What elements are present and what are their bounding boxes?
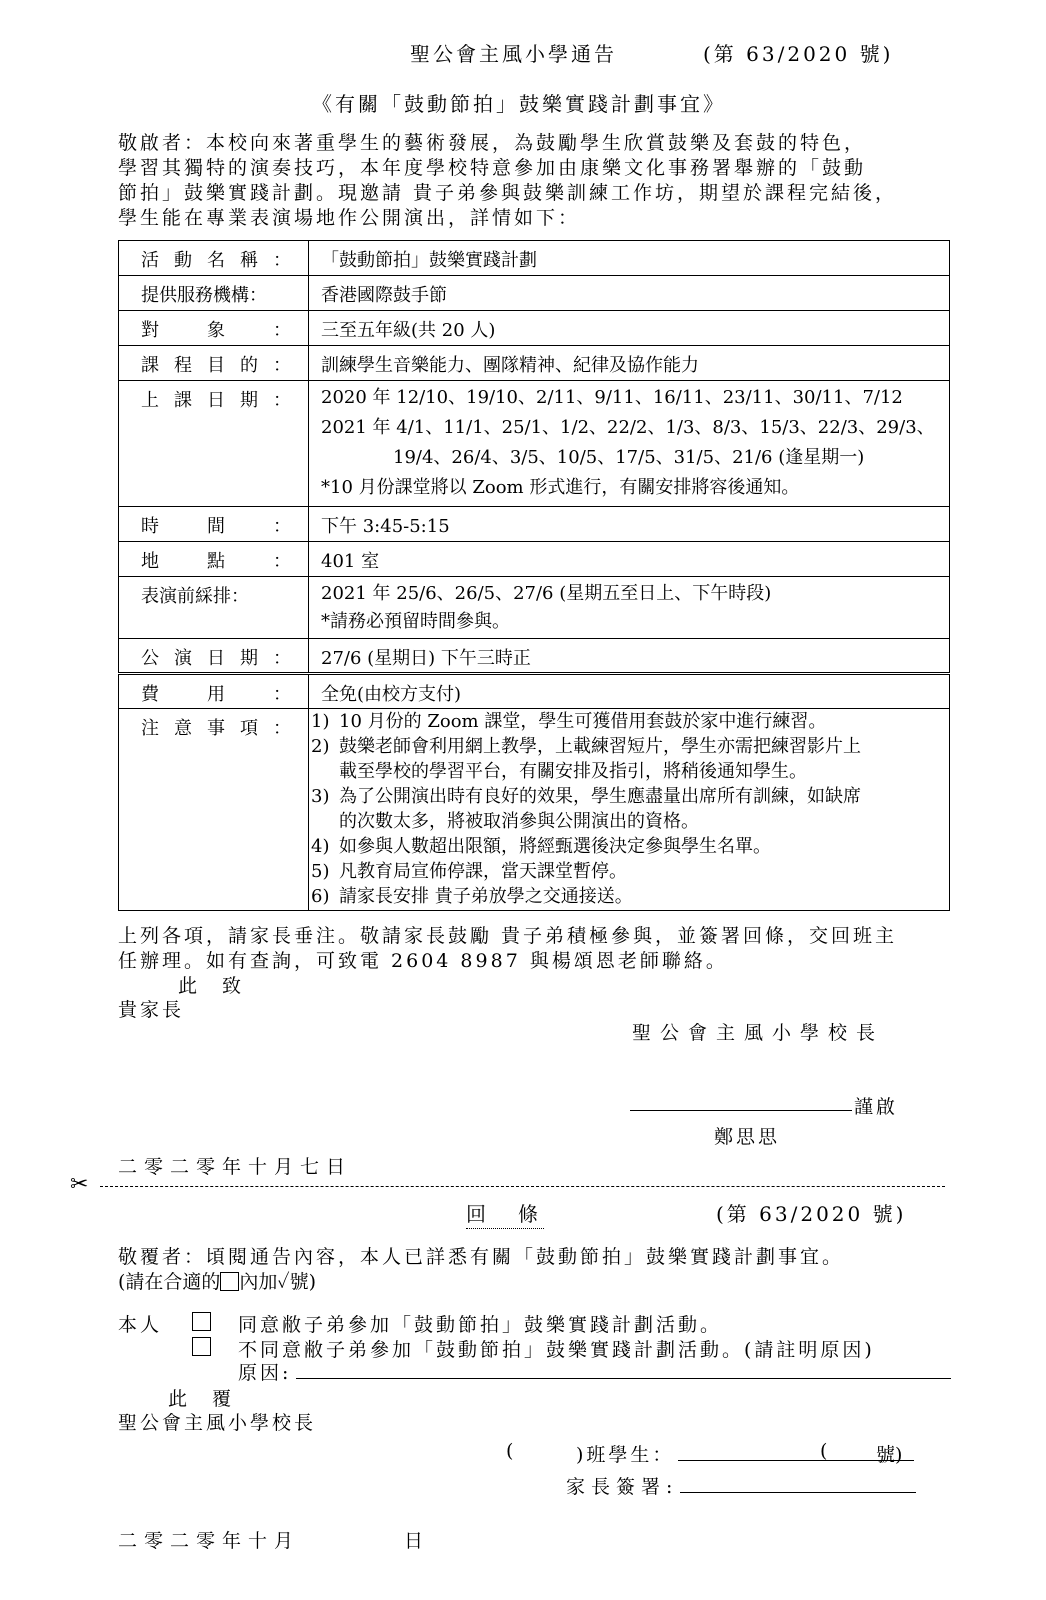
value-activity: 「鼓動節拍」鼓樂實踐計劃: [309, 241, 950, 276]
note-item: 5) 凡教育局宣佈停課，當天課堂暫停。: [311, 861, 627, 882]
closing-line-2: 任辦理。如有查詢，可致電 2604 8987 與楊頌恩老師聯絡。: [118, 950, 728, 972]
scissors-icon: ✂: [70, 1172, 89, 1197]
cut-line: [100, 1186, 945, 1187]
label-place: 地 點 ：: [119, 542, 309, 577]
parent-sign-label: 家長簽署:: [566, 1476, 679, 1498]
label-notes: 注 意 事 項 ：: [119, 709, 309, 911]
closing-line-1: 上列各項，請家長垂注。敬請家長鼓勵 貴子弟積極參與，並簽署回條，交回班主: [118, 925, 898, 947]
respect-text: 謹啟: [854, 1096, 899, 1118]
value-dates: [309, 381, 950, 507]
value-time: 下午 3:45-5:15: [309, 507, 950, 542]
label-objective: 課 程 目 的 ：: [119, 346, 309, 381]
reply-self: 本人: [118, 1314, 163, 1336]
row-fee: [119, 674, 950, 709]
to-parents: 貴家長: [118, 999, 185, 1021]
principal-name: 鄭思思: [714, 1126, 781, 1148]
row-objective: [119, 346, 950, 381]
class-student-label: )班學生：: [576, 1444, 675, 1466]
reply-title: 回 條: [466, 1198, 544, 1229]
label-activity: 活 動 名 稱 ：: [119, 241, 309, 276]
to-principal: 聖公會主風小學校長: [118, 1412, 317, 1434]
label-target: 對 象 ：: [119, 311, 309, 346]
number-open-paren: (: [820, 1440, 828, 1462]
rehearsal-dates: 2021 年 25/6、26/5、27/6 (星期五至日上、下午時段): [321, 583, 772, 604]
row-provider: [119, 276, 950, 311]
label-time: 時 間 ：: [119, 507, 309, 542]
disagree-text: 不同意敝子弟參加「鼓動節拍」鼓樂實踐計劃活動。(請註明原因): [238, 1339, 875, 1361]
intro-line-1: 敬啟者：本校向來著重學生的藝術發展，為鼓勵學生欣賞鼓樂及套鼓的特色，: [118, 132, 867, 154]
notice-date: 二零二零年十月七日: [118, 1156, 353, 1178]
note-item: 4) 如參與人數超出限額，將經甄選後決定參與學生名單。: [311, 836, 771, 857]
note-item: 6) 請家長安排 貴子弟放學之交通接送。: [311, 886, 633, 907]
disagree-checkbox[interactable]: [192, 1337, 211, 1356]
notice-subject: 《有關「鼓動節拍」鼓樂實踐計劃事宜》: [312, 92, 726, 116]
value-target: 三至五年級(共 20 人): [309, 311, 950, 346]
details-table: [118, 240, 950, 911]
value-place: 401 室: [309, 542, 950, 577]
note-item: 3) 為了公開演出時有良好的效果，學生應盡量出席所有訓練，如缺席 的次數太多，將被取消參與公開演出的資格。: [311, 786, 861, 832]
row-dates: [119, 381, 950, 507]
reply-date: 二零二零年十月 日: [118, 1530, 431, 1552]
sample-checkbox-icon: [220, 1272, 239, 1291]
rehearsal-note: *請務必預留時間參與。: [321, 611, 510, 632]
reason-label: 原因:: [238, 1362, 292, 1384]
row-time: [119, 507, 950, 542]
notice-number: (第 63/2020 號): [703, 42, 894, 66]
intro-line-3: 節拍」鼓樂實踐計劃。現邀請 貴子弟參與鼓樂訓練工作坊，期望於課程完結後，: [118, 182, 898, 204]
signature-line: [630, 1110, 852, 1111]
number-close-label: 號): [876, 1444, 903, 1466]
dates-line-2020: 2020 年 12/10、19/10、2/11、9/11、16/11、23/11、30/11、7/12: [321, 387, 903, 408]
parent-signature-field[interactable]: [680, 1492, 916, 1493]
note-item: 1) 10 月份的 Zoom 課堂，學生可獲借用套鼓於家中進行練習。: [311, 711, 827, 732]
row-rehearsal: [119, 577, 950, 639]
row-notes: [119, 709, 950, 911]
ci-zhi: 此 致: [178, 975, 245, 997]
value-provider: 香港國際鼓手節: [309, 276, 950, 311]
value-performance: 27/6 (星期日) 下午三時正: [309, 639, 950, 674]
label-provider: 提供服務機構：: [119, 276, 309, 311]
note-item: 2) 鼓樂老師會利用網上教學，上載練習短片，學生亦需把練習影片上 載至學校的學習平台，有關安排及指引，將稍後通知學生。: [311, 736, 861, 782]
dates-line-2021-cont: 19/4、26/4、3/5、10/5、17/5、31/5、21/6 (逢星期一): [393, 447, 865, 468]
value-notes: [309, 709, 950, 911]
label-rehearsal: 表演前綵排：: [119, 577, 309, 639]
dates-zoom-note: *10 月份課堂將以 Zoom 形式進行，有關安排將容後通知。: [321, 477, 800, 498]
label-dates: 上 課 日 期 ：: [119, 381, 309, 507]
intro-line-4: 學生能在專業表演場地作公開演出，詳情如下：: [118, 207, 581, 229]
agree-checkbox[interactable]: [192, 1312, 211, 1331]
row-performance: [119, 639, 950, 674]
intro-line-2: 學習其獨特的演奏技巧，本年度學校特意參加由康樂文化事務署舉辦的「鼓動: [118, 157, 867, 179]
label-fee: 費 用 ：: [119, 674, 309, 709]
reply-hint: (請在合適的 內加✓號): [118, 1271, 317, 1293]
value-objective: 訓練學生音樂能力、團隊精神、紀律及協作能力: [309, 346, 950, 381]
row-target: [119, 311, 950, 346]
agree-text: 同意敝子弟參加「鼓動節拍」鼓樂實踐計劃活動。: [238, 1314, 723, 1336]
reply-line-1: 敬覆者：頃閱通告內容，本人已詳悉有關「鼓動節拍」鼓樂實踐計劃事宜。: [118, 1246, 845, 1268]
class-open-paren: (: [506, 1440, 514, 1462]
principal-title: 聖公會主風小學校長: [632, 1022, 885, 1044]
row-activity: [119, 241, 950, 276]
row-place: [119, 542, 950, 577]
value-rehearsal: [309, 577, 950, 639]
value-fee: 全免(由校方支付): [309, 674, 950, 709]
ci-fu: 此 覆: [168, 1388, 235, 1410]
label-performance: 公 演 日 期 ：: [119, 639, 309, 674]
notice-title: 聖公會主風小學通告: [410, 42, 617, 66]
dates-line-2021: 2021 年 4/1、11/1、25/1、1/2、22/2、1/3、8/3、15/3、22/3、29/3、: [321, 417, 935, 438]
reason-field[interactable]: [296, 1378, 951, 1379]
reply-notice-number: (第 63/2020 號): [716, 1202, 907, 1226]
